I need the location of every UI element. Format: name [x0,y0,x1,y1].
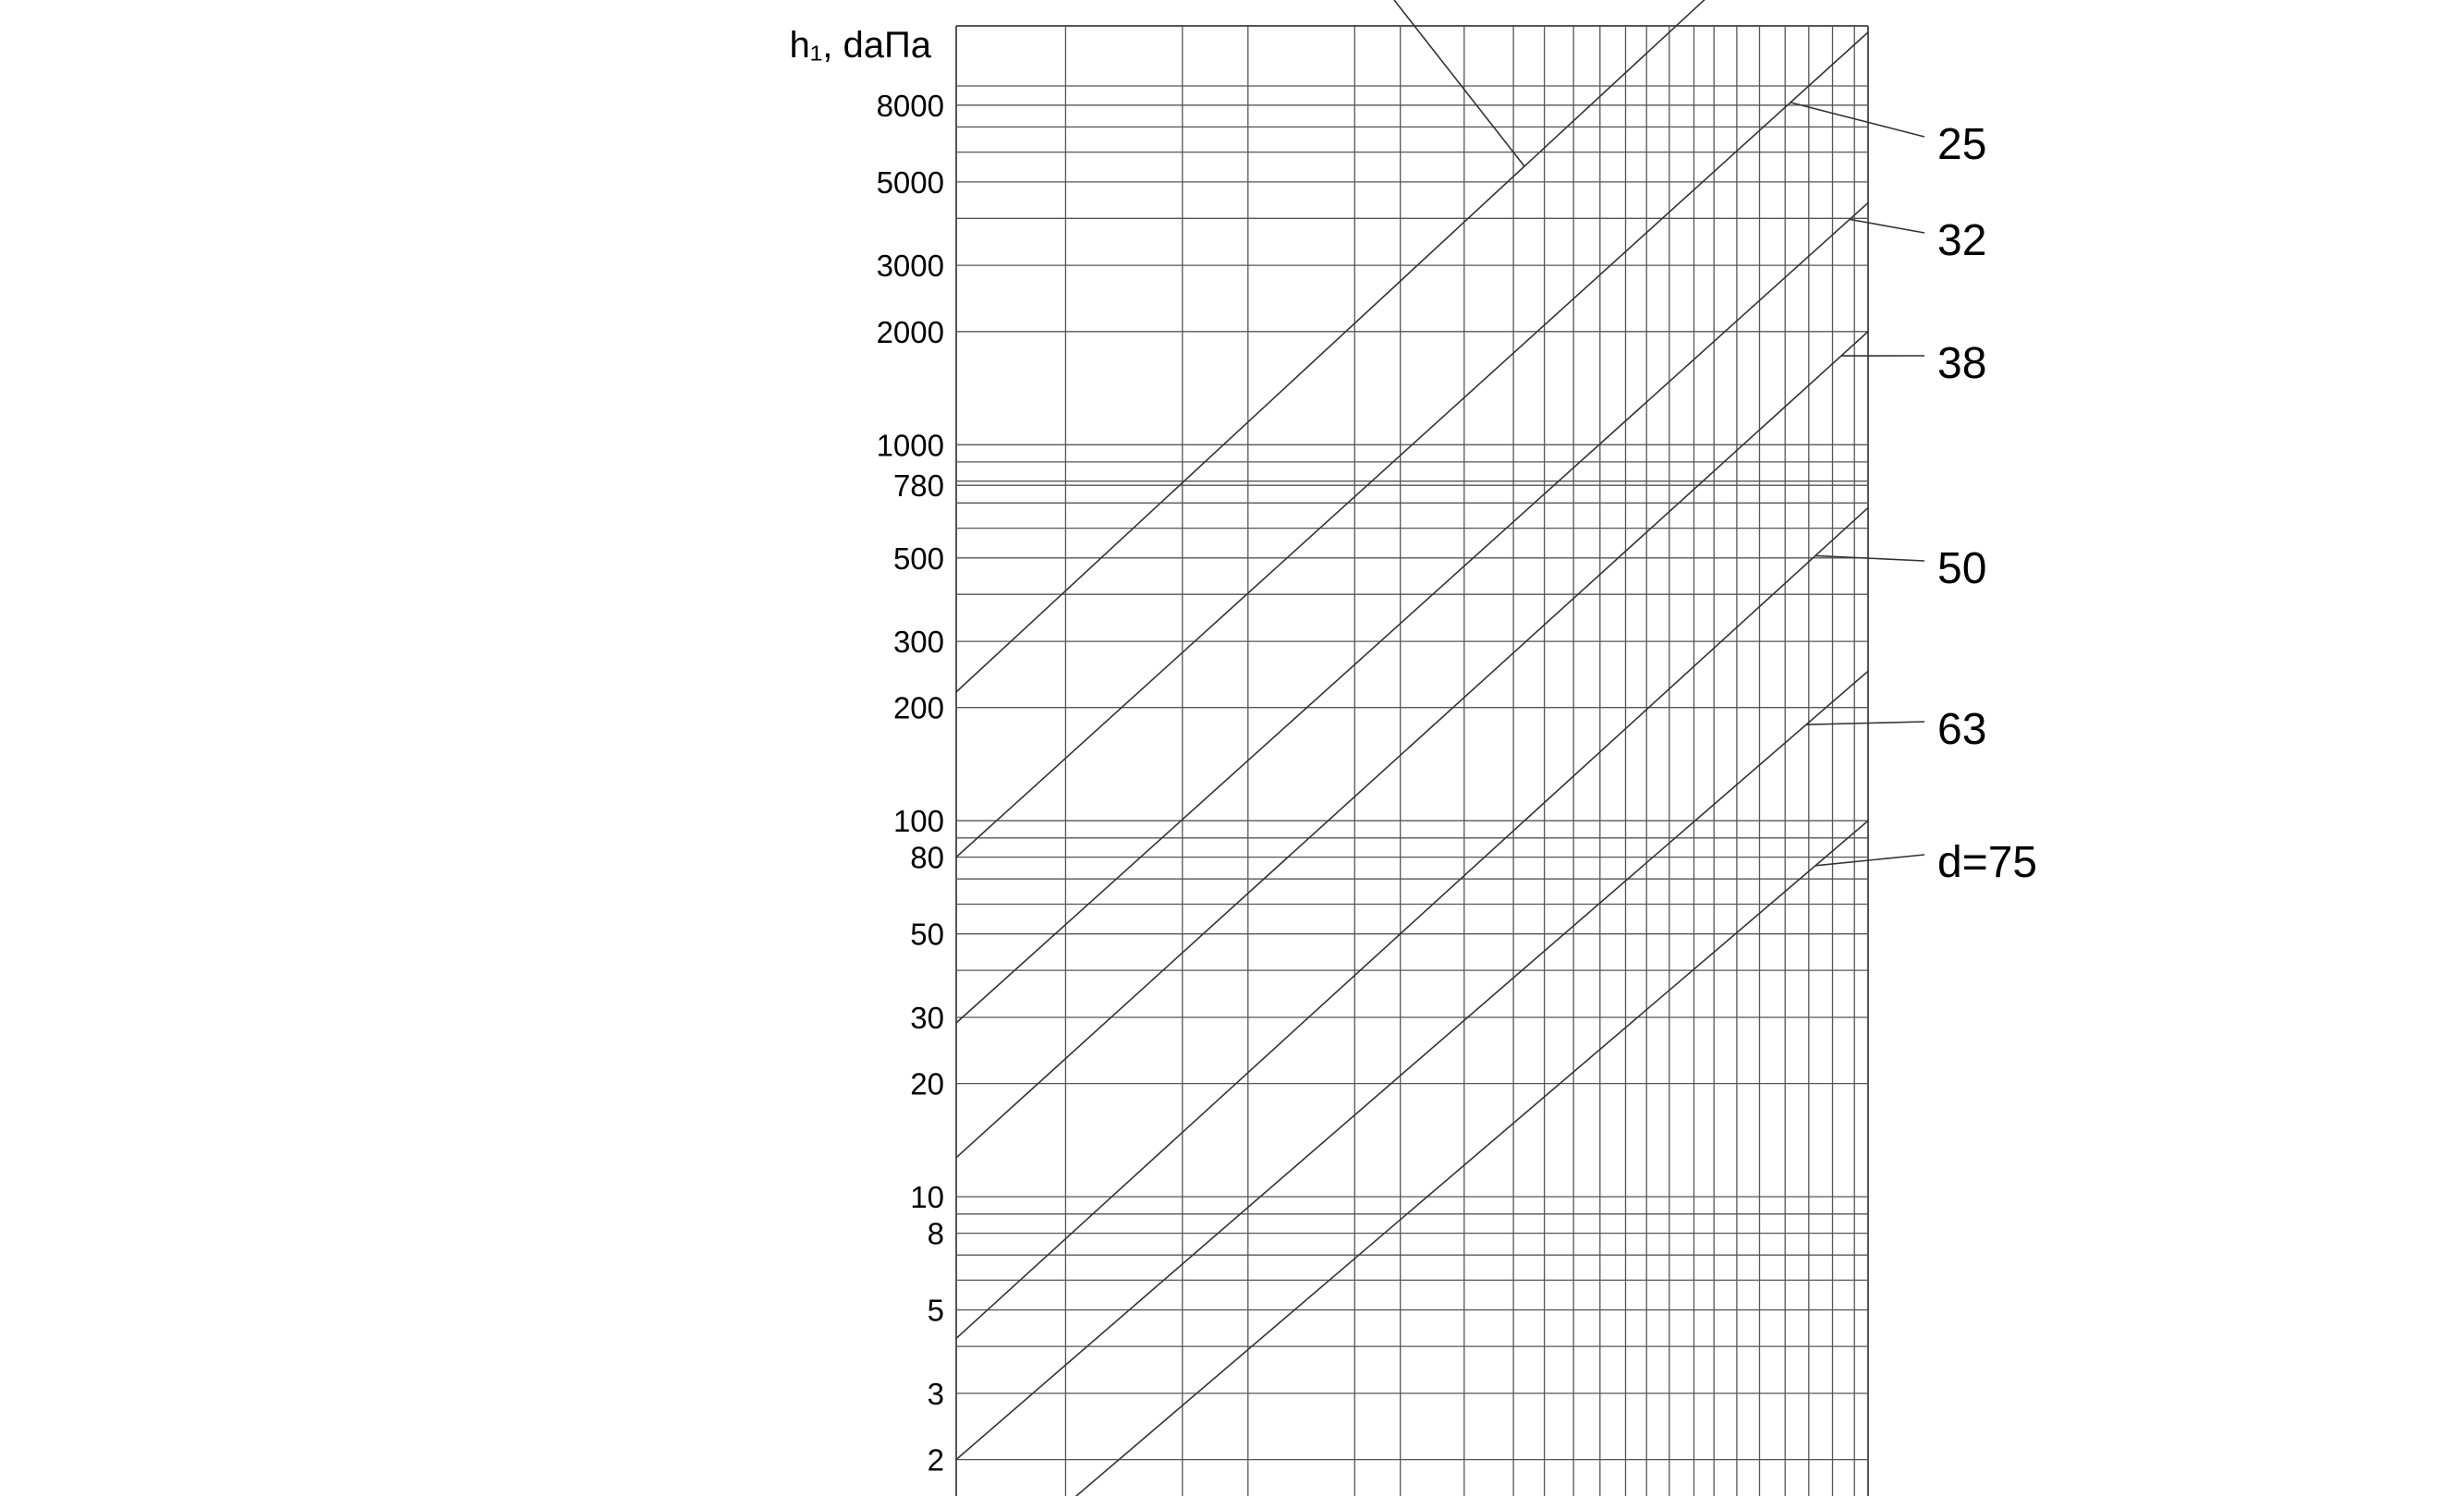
y-tick-label: 3 [927,1376,944,1411]
y-tick-label: 780 [892,468,944,504]
y-axis-label: h₁, daПа [789,25,931,66]
y-tick-label: 20 [910,1066,944,1101]
series-label-25: 25 [1937,120,1987,169]
y-tick-label: 300 [892,625,944,660]
series-label-63: 63 [1937,705,1987,754]
y-tick-label: 50 [910,917,944,952]
y-tick-label: 1000 [876,428,944,463]
y-tick-label: 80 [910,840,944,875]
y-tick-label: 2 [927,1442,944,1478]
y-tick-label: 3000 [876,249,944,284]
y-tick-label: 500 [892,541,944,576]
y-tick-label: 10 [910,1180,944,1215]
y-tick-label: 2000 [876,314,944,349]
series-label-32: 32 [1937,216,1987,265]
series-label-38: 38 [1937,339,1987,388]
y-tick-label: 30 [910,1001,944,1035]
series-label-50: 50 [1937,544,1987,593]
y-tick-label: 5000 [876,164,944,200]
series-label-d=75: d=75 [1937,838,2038,887]
y-tick-label: 100 [892,804,944,839]
y-tick-label: 8000 [876,88,944,123]
y-tick-label: 8 [927,1216,944,1251]
y-tick-label: 200 [892,690,944,725]
y-tick-label: 5 [927,1293,944,1328]
